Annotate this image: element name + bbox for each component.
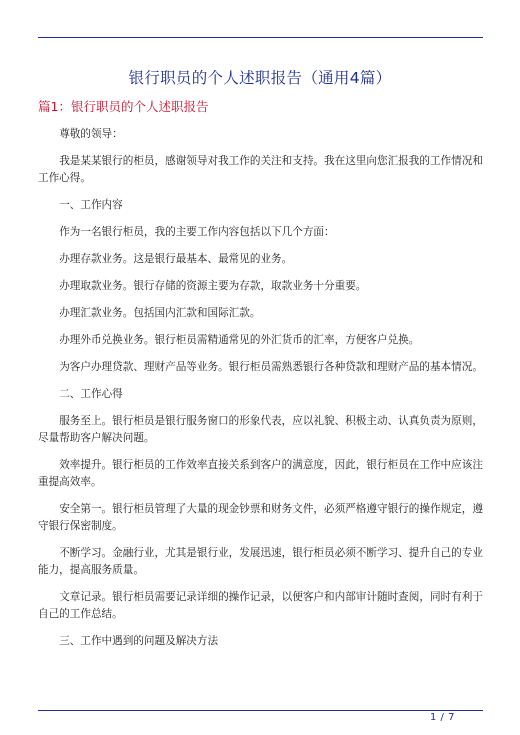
paragraph: 文章记录。银行柜员需要记录详细的操作记录，以便客户和内部审计随时查阅，同时有利于自己的工作总结。 (38, 591, 483, 620)
section-heading: 篇1：银行职员的个人述职报告 (38, 99, 209, 114)
paragraph: 为客户办理贷款、理财产品等业务。银行柜员需熟悉银行各种贷款和理财产品的基本情况。 (59, 361, 483, 373)
paragraph-intro: 我是某某银行的柜员，感谢领导对我工作的关注和支持。我在这里向您汇报我的工作情况和工作心得。 (38, 155, 483, 184)
header-rule (38, 37, 483, 38)
paragraph: 不断学习。金融行业，尤其是银行业，发展迅速，银行柜员必须不断学习、提升自己的专业能力，提高服务质量。 (38, 547, 483, 576)
paragraph: 作为一名银行柜员，我的主要工作内容包括以下几个方面： (59, 226, 335, 238)
page-number: 1 / 7 (430, 712, 455, 723)
paragraph: 安全第一。银行柜员管理了大量的现金钞票和财务文件，必须严格遵守银行的操作规定，遵守银行保密制度。 (38, 503, 483, 532)
paragraph-salutation: 尊敬的领导： (59, 128, 123, 140)
paragraph: 效率提升。银行柜员的工作效率直接关系到客户的满意度，因此，银行柜员在工作中应该注重提高效率。 (38, 459, 483, 488)
paragraph: 办理外币兑换业务。银行柜员需精通常见的外汇货币的汇率，方便客户兑换。 (59, 334, 420, 346)
heading-work-content: 一、工作内容 (59, 199, 123, 211)
heading-work-insights: 二、工作心得 (59, 388, 123, 400)
paragraph: 办理取款业务。银行存储的资源主要为存款，取款业务十分重要。 (59, 280, 367, 292)
body-text (38, 126, 483, 660)
document-title: 银行职员的个人述职报告（通用4篇） (128, 69, 392, 87)
paragraph: 服务至上。银行柜员是银行服务窗口的形象代表，应以礼貌、积极主动、认真负责为原则，尽量帮助客户解决问题。 (38, 415, 483, 444)
heading-problems-solutions: 三、工作中遇到的问题及解决方法 (59, 635, 219, 647)
footer-rule (38, 710, 483, 711)
paragraph: 办理汇款业务。包括国内汇款和国际汇款。 (59, 307, 261, 319)
paragraph: 办理存款业务。这是银行最基本、最常见的业务。 (59, 253, 293, 265)
